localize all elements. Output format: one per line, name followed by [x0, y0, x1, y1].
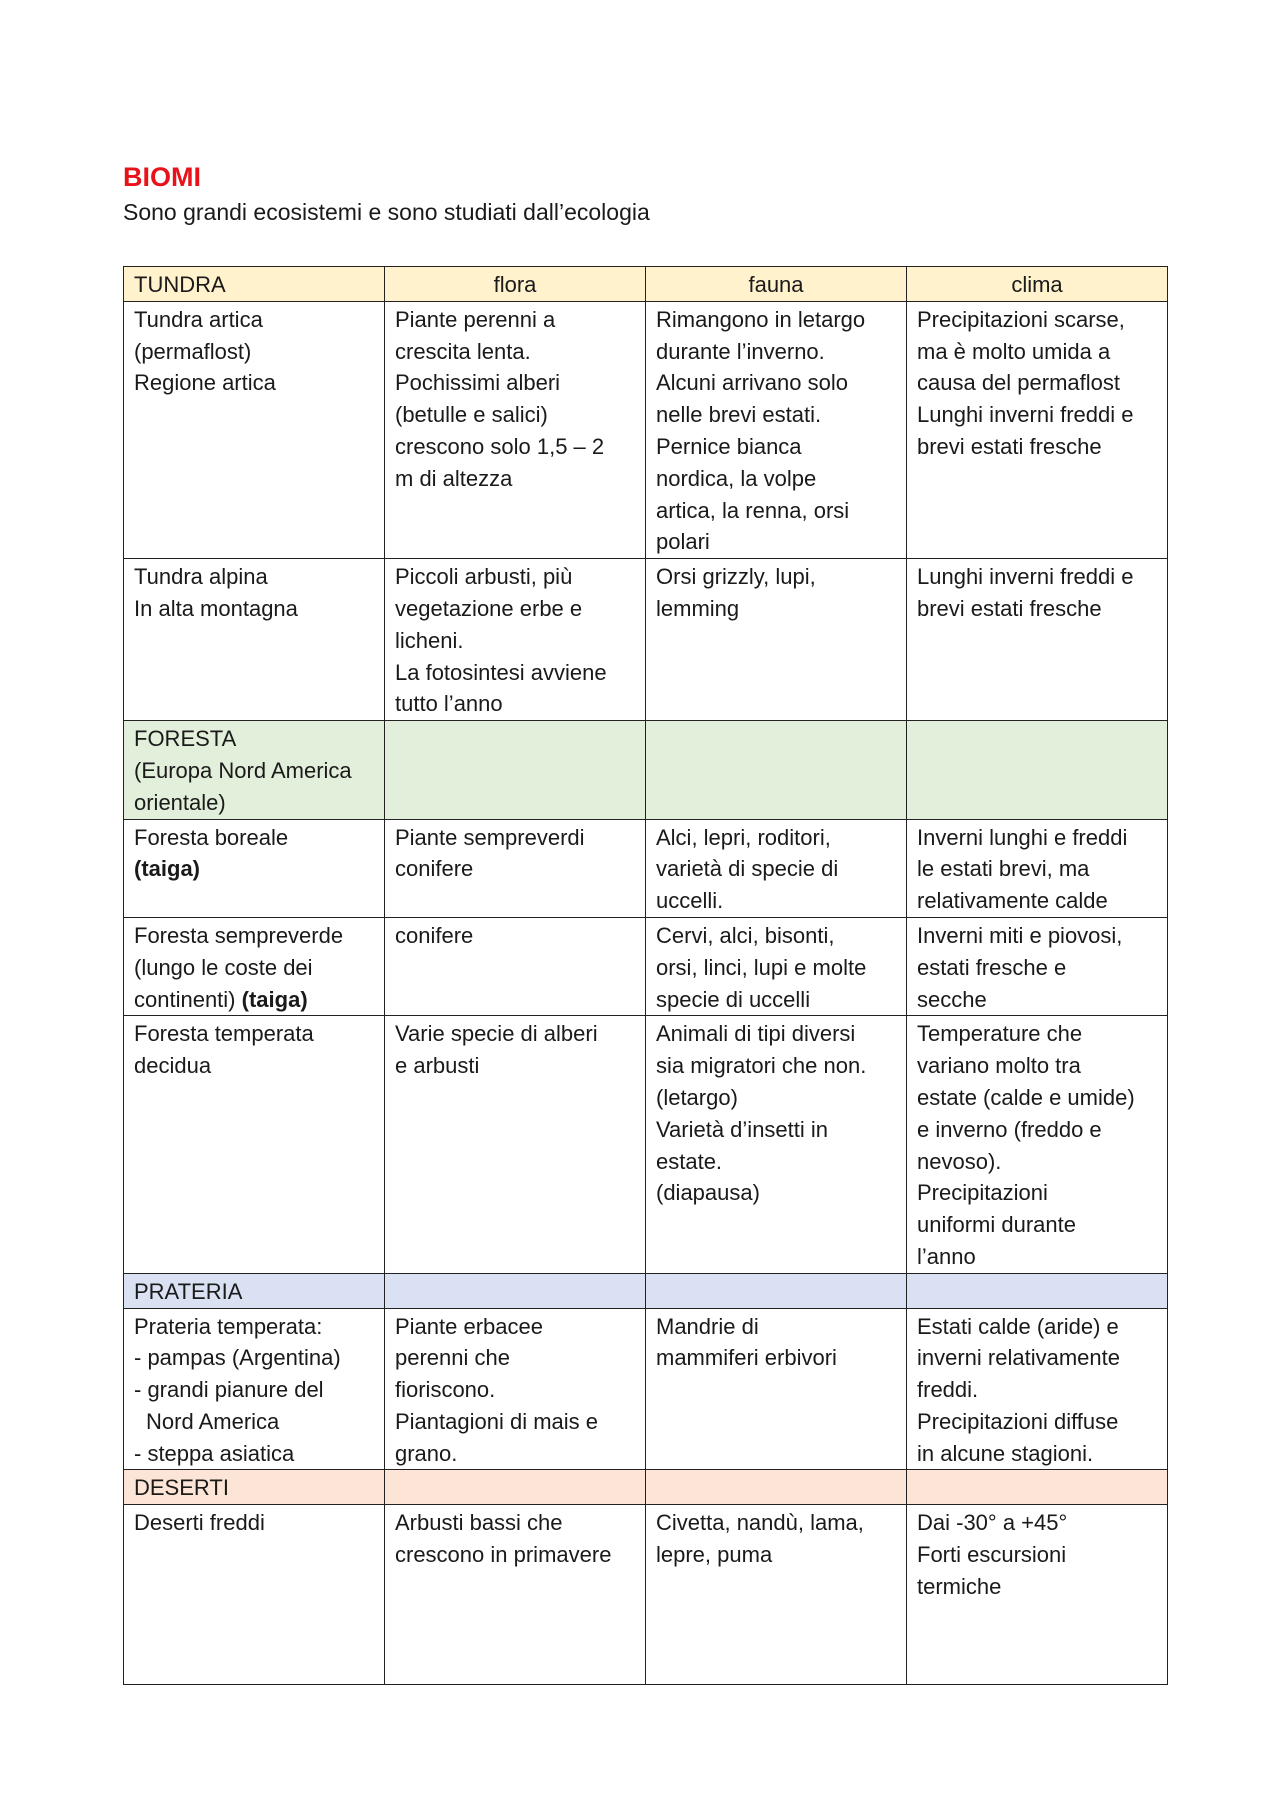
biomes-table: [123, 266, 1168, 1685]
cell-flora: Arbusti bassi che crescono in primavere: [385, 1505, 646, 1685]
cell-fauna: Alci, lepri, roditori, varietà di specie di uccelli.: [646, 819, 907, 917]
section-label-foresta: FORESTA (Europa Nord America orientale): [124, 721, 385, 819]
cell-clima: Estati calde (aride) e inverni relativamente freddi. Precipitazioni diffuse in alcune stagioni.: [907, 1308, 1168, 1470]
section-label-deserti: DESERTI: [124, 1470, 385, 1505]
cell-fauna: Orsi grizzly, lupi, lemming: [646, 559, 907, 721]
empty-cell: [907, 721, 1168, 819]
cell-name: Tundra artica (permaflost) Regione artica: [124, 301, 385, 558]
cell-fauna: Rimangono in letargo durante l’inverno. Alcuni arrivano solo nelle brevi estati. Pernice bianca nordica, la volpe artica, la renna, orsi polari: [646, 301, 907, 558]
cell-clima: Dai -30° a +45° Forti escursioni termiche: [907, 1505, 1168, 1685]
cell-clima: Inverni miti e piovosi, estati fresche e secche: [907, 917, 1168, 1015]
cell-name: Foresta sempreverde (lungo le coste dei continenti) (taiga): [124, 917, 385, 1015]
section-row-deserti: [124, 1470, 1168, 1505]
cell-name: Foresta temperata decidua: [124, 1016, 385, 1273]
empty-cell: [646, 1273, 907, 1308]
empty-cell: [385, 721, 646, 819]
table-row-prateria-temperata: [124, 1308, 1168, 1470]
cell-flora: Varie specie di alberi e arbusti: [385, 1016, 646, 1273]
cell-fauna: Animali di tipi diversi sia migratori che non. (letargo) Varietà d’insetti in estate. (diapausa): [646, 1016, 907, 1273]
empty-cell: [907, 1470, 1168, 1505]
header-cell-clima: clima: [907, 267, 1168, 302]
cell-flora: Piante perenni a crescita lenta. Pochissimi alberi (betulle e salici) crescono solo 1,5 – 2 m di altezza: [385, 301, 646, 558]
cell-fauna: Cervi, alci, bisonti, orsi, linci, lupi e molte specie di uccelli: [646, 917, 907, 1015]
page-subtitle: Sono grandi ecosistemi e sono studiati dall’ecologia: [123, 199, 650, 225]
cell-fauna: Mandrie di mammiferi erbivori: [646, 1308, 907, 1470]
page-title: BIOMI: [123, 162, 201, 192]
empty-cell: [646, 721, 907, 819]
cell-clima: Lunghi inverni freddi e brevi estati fresche: [907, 559, 1168, 721]
empty-cell: [385, 1470, 646, 1505]
empty-cell: [646, 1470, 907, 1505]
cell-flora: Piante erbacee perenni che fioriscono. Piantagioni di mais e grano.: [385, 1308, 646, 1470]
table-row-foresta-temperata: [124, 1016, 1168, 1273]
cell-flora: Piccoli arbusti, più vegetazione erbe e licheni. La fotosintesi avviene tutto l’anno: [385, 559, 646, 721]
cell-clima: Temperature che variano molto tra estate (calde e umide) e inverno (freddo e nevoso). Precipitazioni uniformi durante l’anno: [907, 1016, 1168, 1273]
cell-name: Deserti freddi: [124, 1505, 385, 1685]
table-row-deserti-freddi: [124, 1505, 1168, 1685]
cell-clima: Inverni lunghi e freddi le estati brevi, ma relativamente calde: [907, 819, 1168, 917]
table-header-row: [124, 267, 1168, 302]
header-cell-tundra: TUNDRA: [124, 267, 385, 302]
cell-name: Prateria temperata: - pampas (Argentina) - grandi pianure del Nord America - steppa asiatica: [124, 1308, 385, 1470]
header-cell-flora: flora: [385, 267, 646, 302]
empty-cell: [385, 1273, 646, 1308]
table-row-tundra-alpina: [124, 559, 1168, 721]
table-row-foresta-boreale: [124, 819, 1168, 917]
cell-flora: conifere: [385, 917, 646, 1015]
cell-name: Foresta boreale (taiga): [124, 819, 385, 917]
cell-flora: Piante sempreverdi conifere: [385, 819, 646, 917]
section-row-prateria: [124, 1273, 1168, 1308]
section-label-prateria: PRATERIA: [124, 1273, 385, 1308]
document-page: [123, 160, 1167, 1685]
cell-fauna: Civetta, nandù, lama, lepre, puma: [646, 1505, 907, 1685]
table-row-foresta-sempreverde: [124, 917, 1168, 1015]
cell-clima: Precipitazioni scarse, ma è molto umida a causa del permaflost Lunghi inverni freddi e brevi estati fresche: [907, 301, 1168, 558]
cell-name: Tundra alpina In alta montagna: [124, 559, 385, 721]
section-row-foresta: [124, 721, 1168, 819]
header-cell-fauna: fauna: [646, 267, 907, 302]
empty-cell: [907, 1273, 1168, 1308]
table-row-tundra-artica: [124, 301, 1168, 558]
